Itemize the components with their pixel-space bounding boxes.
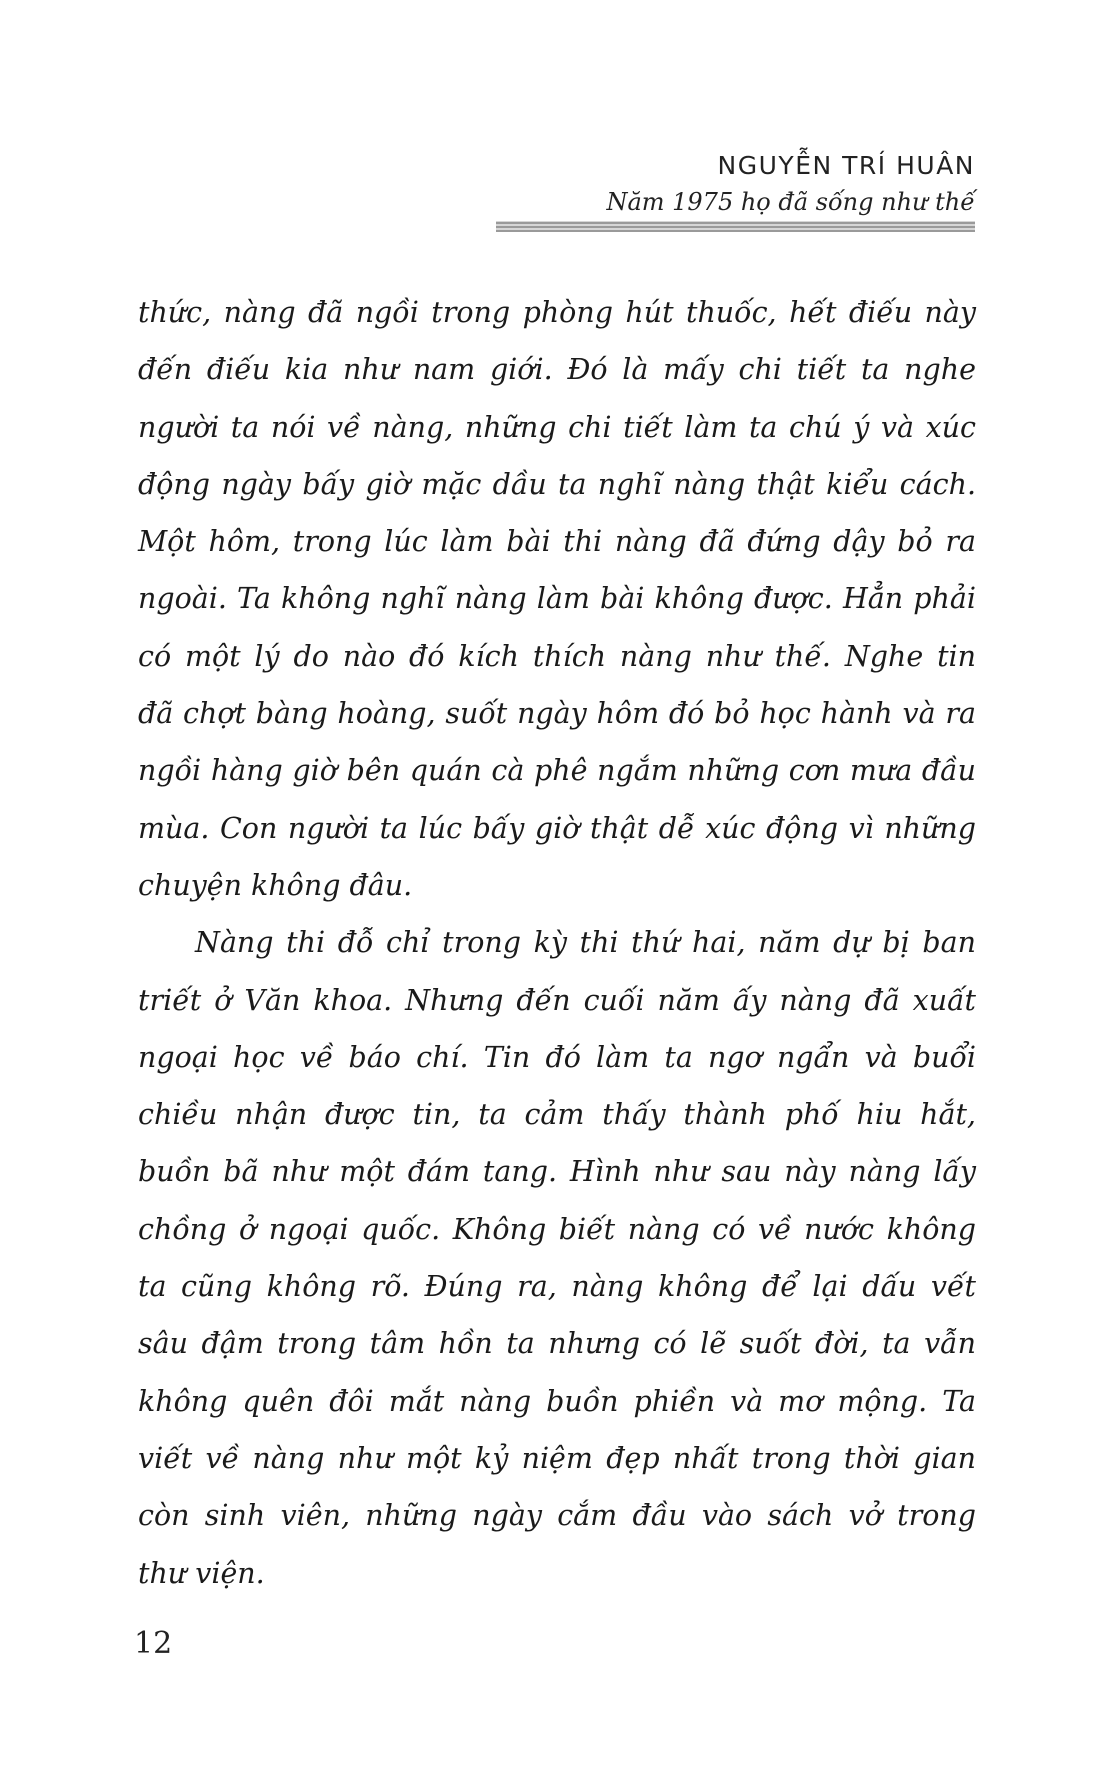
text-line: chiều nhận được tin, ta cảm thấy thành phố hiu hắt, <box>138 1098 976 1132</box>
text-line: đến điếu kia như nam giới. Đó là mấy chi tiết ta nghe <box>138 353 976 387</box>
text-line: chồng ở ngoại quốc. Không biết nàng có về nước không <box>138 1212 976 1246</box>
text-line: chuyện không đâu. <box>138 868 413 902</box>
page-number: 12 <box>134 1626 173 1661</box>
text-line: buồn bã như một đám tang. Hình như sau này nàng lấy <box>138 1155 976 1189</box>
text-line: Một hôm, trong lúc làm bài thi nàng đã đứng dậy bỏ ra <box>138 525 976 559</box>
text-line: còn sinh viên, những ngày cắm đầu vào sách vở trong <box>138 1499 976 1533</box>
text-line: ngoại học về báo chí. Tin đó làm ta ngơ ngẩn và buổi <box>138 1040 976 1074</box>
paragraph-1 <box>138 284 976 914</box>
body-text <box>138 284 976 1602</box>
text-line: triết ở Văn khoa. Nhưng đến cuối năm ấy nàng đã xuất <box>138 983 976 1017</box>
running-header <box>606 150 975 220</box>
text-line: ngồi hàng giờ bên quán cà phê ngắm những cơn mưa đầu <box>138 754 976 788</box>
text-line: thư viện. <box>138 1556 265 1590</box>
header-author: NGUYỄN TRÍ HUÂN <box>717 151 975 180</box>
paragraph-2 <box>138 914 976 1602</box>
text-line: người ta nói về nàng, những chi tiết làm ta chú ý và xúc <box>138 410 976 444</box>
text-line: thức, nàng đã ngồi trong phòng hút thuốc, hết điếu này <box>138 296 976 329</box>
text-line: động ngày bấy giờ mặc dầu ta nghĩ nàng thật kiểu cách. <box>138 467 976 501</box>
text-line: có một lý do nào đó kích thích nàng như thế. Nghe tin <box>138 639 976 673</box>
text-line: ngoài. Ta không nghĩ nàng làm bài không được. Hẳn phải <box>138 582 976 616</box>
text-line: Nàng thi đỗ chỉ trong kỳ thi thứ hai, năm dự bị ban <box>195 926 976 960</box>
text-line: không quên đôi mắt nàng buồn phiền và mơ mộng. Ta <box>138 1384 976 1418</box>
text-line: mùa. Con người ta lúc bấy giờ thật dễ xúc động vì những <box>138 811 976 845</box>
text-line: viết về nàng như một kỷ niệm đẹp nhất trong thời gian <box>138 1441 976 1475</box>
text-line: đã chợt bàng hoàng, suốt ngày hôm đó bỏ học hành và ra <box>138 697 976 731</box>
header-divider <box>496 221 975 232</box>
header-book-title: Năm 1975 họ đã sống như thế <box>606 188 975 216</box>
text-line: sâu đậm trong tâm hồn ta nhưng có lẽ suốt đời, ta vẫn <box>138 1327 976 1361</box>
text-line: ta cũng không rõ. Đúng ra, nàng không để lại dấu vết <box>138 1270 976 1304</box>
